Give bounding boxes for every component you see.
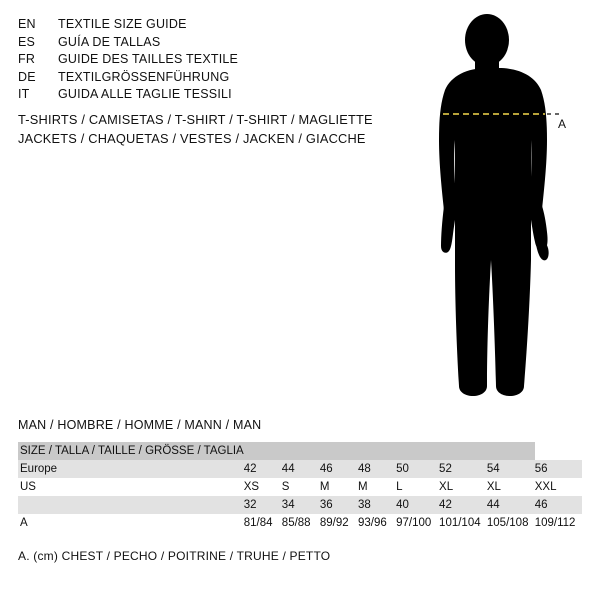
category-jackets: JACKETS / CHAQUETAS / VESTES / JACKEN / GIACCHE xyxy=(18,131,366,146)
size-table xyxy=(18,442,582,532)
table-cell: 89/92 xyxy=(320,514,358,532)
table-row-header xyxy=(18,442,582,460)
table-cell-size-header: SIZE / TALLA / TAILLE / GRÖSSE / TAGLIA xyxy=(18,442,244,460)
language-text: TEXTILGRÖSSENFÜHRUNG xyxy=(58,69,230,84)
table-row xyxy=(18,478,582,496)
language-row xyxy=(18,16,378,34)
table-cell: 38 xyxy=(358,496,396,514)
category-tshirts: T-SHIRTS / CAMISETAS / T-SHIRT / T-SHIRT / MAGLIETTE xyxy=(18,112,373,127)
table-cell: 34 xyxy=(282,496,320,514)
table-row xyxy=(18,496,582,514)
table-row xyxy=(18,460,582,478)
table-cell: XXL xyxy=(535,478,582,496)
language-code: ES xyxy=(18,34,36,49)
language-row xyxy=(18,34,378,52)
category-list xyxy=(18,110,418,148)
table-cell: 46 xyxy=(535,496,582,514)
table-cell: 52 xyxy=(439,460,487,478)
table-cell: XL xyxy=(439,478,487,496)
language-text: GUIDE DES TAILLES TEXTILE xyxy=(58,52,239,66)
row-label-a: A xyxy=(18,514,244,532)
footnote-chest-measure: A. (cm) CHEST / PECHO / POITRINE / TRUHE / PETTO xyxy=(18,549,331,563)
table-cell: 54 xyxy=(487,460,535,478)
table-cell: 42 xyxy=(244,460,282,478)
table-cell: 48 xyxy=(358,460,396,478)
table-cell: S xyxy=(282,478,320,496)
language-text: GUÍA DE TALLAS xyxy=(58,34,161,49)
table-cell: 44 xyxy=(282,460,320,478)
language-row xyxy=(18,86,378,104)
measure-label-a: A xyxy=(558,117,567,131)
table-cell: 101/104 xyxy=(439,514,487,532)
language-row xyxy=(18,69,378,87)
table-cell: 46 xyxy=(320,460,358,478)
silhouette-icon xyxy=(395,14,595,404)
row-label-europe: Europe xyxy=(18,460,244,478)
table-cell: 44 xyxy=(487,496,535,514)
table-cell: 32 xyxy=(244,496,282,514)
language-text: GUIDA ALLE TAGLIE TESSILI xyxy=(58,87,232,101)
table-cell: 93/96 xyxy=(358,514,396,532)
table-cell: 105/108 xyxy=(487,514,535,532)
language-list xyxy=(18,16,378,104)
table-cell: 97/100 xyxy=(396,514,439,532)
table-cell: 36 xyxy=(320,496,358,514)
language-code: DE xyxy=(18,69,36,84)
table-cell: 85/88 xyxy=(282,514,320,532)
body-silhouette-figure xyxy=(395,14,595,404)
table-cell: M xyxy=(358,478,396,496)
language-code: EN xyxy=(18,17,36,31)
table-cell: L xyxy=(396,478,439,496)
table-cell: 81/84 xyxy=(244,514,282,532)
row-label-us: US xyxy=(18,478,244,496)
table-cell: 56 xyxy=(535,460,582,478)
language-text: TEXTILE SIZE GUIDE xyxy=(58,17,187,31)
language-code: FR xyxy=(18,52,36,66)
row-label-blank xyxy=(18,496,244,514)
table-cell: M xyxy=(320,478,358,496)
table-cell: XL xyxy=(487,478,535,496)
table-row xyxy=(18,514,582,532)
language-row xyxy=(18,51,378,69)
table-cell: 50 xyxy=(396,460,439,478)
table-cell: 40 xyxy=(396,496,439,514)
table-cell: 109/112 xyxy=(535,514,582,532)
language-code: IT xyxy=(18,87,30,101)
table-cell: 42 xyxy=(439,496,487,514)
table-cell: XS xyxy=(244,478,282,496)
table-title: MAN / HOMBRE / HOMME / MANN / MAN xyxy=(18,418,262,432)
